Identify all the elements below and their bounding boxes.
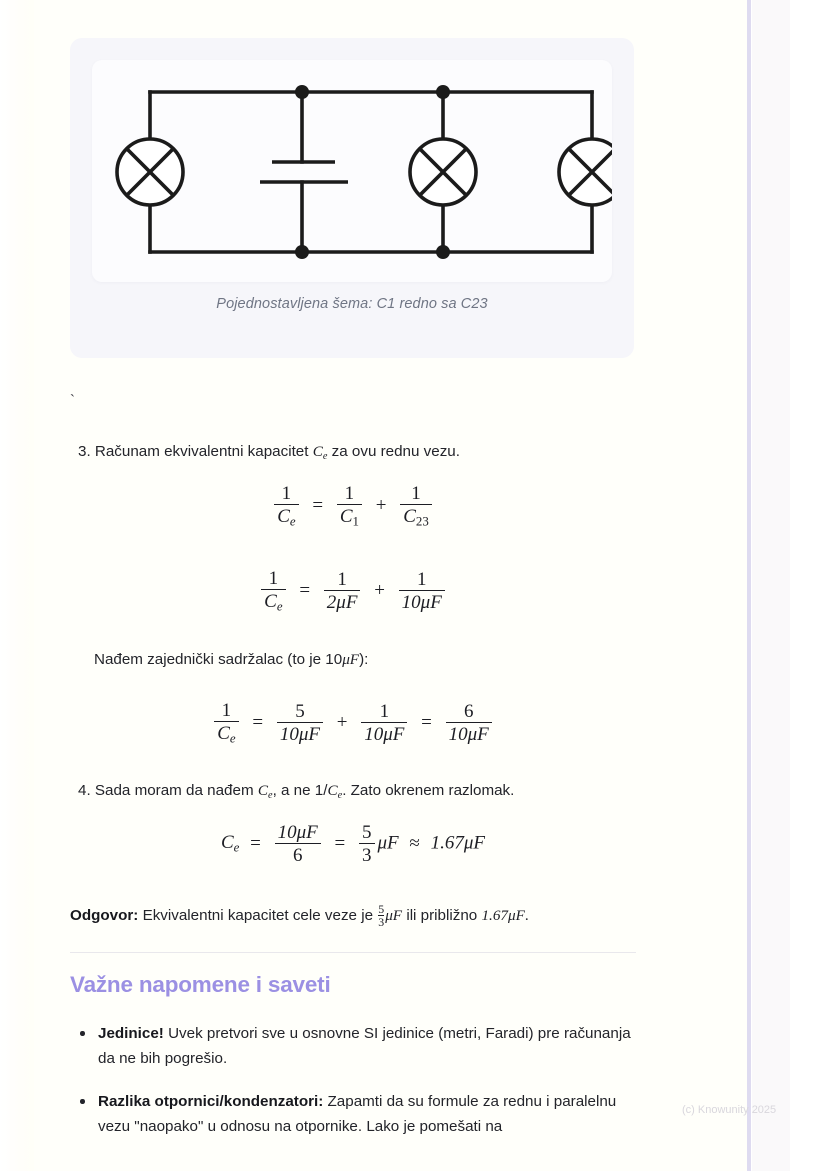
common-denominator-lead: Nađem zajednički sadržalac (to je 10: [94, 651, 343, 668]
formula-2-lhs-sub: e: [276, 598, 283, 614]
formula-3-term3-fraction: [446, 701, 492, 746]
bullet-dot-icon: [80, 1031, 85, 1036]
notes-tips-list: [70, 1022, 640, 1159]
formula-2-equals: =: [299, 580, 311, 602]
formula-1-term2-c: C: [403, 506, 416, 528]
sheet-left-margin: [0, 0, 34, 1171]
right-vertical-rule: [747, 0, 751, 1171]
formula-1-term2-fraction: [400, 483, 432, 529]
list-item: [70, 1022, 640, 1071]
common-denominator-paragraph: [94, 648, 368, 672]
answer-fraction-unit: μF: [385, 906, 403, 924]
circuit-figure-card: [70, 38, 634, 358]
formula-4-equals-2: =: [334, 833, 346, 855]
answer-label: Odgovor:: [70, 906, 139, 924]
formula-3-lhs-sub: e: [229, 730, 236, 746]
formula-3-lhs-numerator: 1: [221, 700, 232, 721]
formula-4-result-value: 1.67μF: [430, 832, 485, 854]
step-4-symbol-ce-subscript: e: [267, 789, 273, 801]
step-4-symbol-ce2: C: [327, 782, 338, 799]
right-side-panel: [752, 0, 790, 1171]
notes-section-heading: Važne napomene i saveti: [70, 972, 331, 997]
formula-3-lhs-c: C: [217, 723, 230, 745]
formula-1-lhs-denominator: [274, 504, 298, 529]
circuit-schematic: [92, 60, 612, 282]
formula-1-plus: +: [375, 495, 387, 517]
step-4-paragraph: [78, 779, 514, 804]
formula-4-term2-fraction: [359, 822, 375, 867]
formula-2-term1-denominator: 2μF: [324, 590, 361, 613]
tip-body-text: Zapamti da su formule za rednu i paralelnu vezu "naopako" u odnosu na otpornike. Lako je pomešati na: [98, 1093, 617, 1135]
tip-lead-label: Jedinice!: [98, 1025, 164, 1042]
answer-paragraph: [70, 903, 529, 929]
formula-3-term1-fraction: [277, 701, 323, 746]
step-4-text-lead: 4. Sada moram da nađem: [78, 782, 258, 799]
formula-3-equals-2: =: [421, 712, 432, 734]
formula-1-lhs-sub: e: [289, 513, 296, 529]
list-item: [70, 1090, 640, 1139]
figure-caption: Pojednostavljena šema: C1 redno sa C23: [216, 296, 488, 312]
formula-2-term2-numerator: 1: [417, 568, 427, 590]
formula-4-approx: ≈: [409, 833, 420, 855]
formula-3-lhs-denominator: [214, 721, 238, 746]
formula-4-lhs: [221, 832, 239, 856]
formula-1-equals: =: [312, 495, 324, 517]
formula-2-lhs-denominator: [261, 589, 285, 614]
answer-text-end: .: [524, 906, 529, 924]
formula-4-term1-fraction: [275, 822, 321, 867]
formula-1-term2-denominator: [400, 504, 432, 529]
formula-4-term1-numerator: 10μF: [277, 822, 318, 843]
formula-1-term2-numerator: 1: [411, 483, 421, 504]
formula-2-term2-fraction: [399, 569, 445, 614]
step-4-symbol-ce: C: [257, 782, 268, 799]
formula-3-term2-numerator: 1: [379, 700, 390, 722]
formula-4-term2-denominator: 3: [359, 843, 375, 866]
formula-3-term2-denominator: 10μF: [361, 722, 407, 745]
formula-3-equals: =: [252, 712, 264, 734]
formula-2-term2-denominator: 10μF: [399, 590, 445, 613]
formula-2-plus: +: [374, 580, 385, 602]
formula-3-plus: +: [336, 712, 348, 734]
formula-2-lhs-fraction: [261, 568, 285, 614]
formula-2-lhs-c: C: [264, 591, 277, 613]
tip-lead-label: Razlika otpornici/kondenzatori:: [98, 1093, 324, 1111]
formula-3-term2-fraction: [361, 701, 407, 746]
step-3-symbol-ce: C: [312, 443, 323, 460]
formula-3-term1-numerator: 5: [295, 700, 305, 722]
formula-1-reciprocal-series: [70, 483, 636, 529]
formula-1-term1-denominator: [337, 504, 362, 529]
formula-3-common-denominator: [70, 700, 636, 746]
formula-1-term1-c: C: [339, 506, 353, 528]
formula-1-term2-sub: 23: [415, 513, 429, 529]
formula-3-term3-denominator: 10μF: [446, 722, 492, 745]
step-4-text-tail: . Zato okrenem razlomak.: [342, 782, 515, 799]
formula-1-lhs-numerator: 1: [281, 483, 292, 504]
step-4-text-mid: , a ne 1/: [272, 782, 328, 799]
formula-3-term1-denominator: 10μF: [277, 722, 323, 745]
answer-text-middle: ili približno: [402, 906, 482, 924]
formula-4-lhs-sub: e: [233, 840, 240, 856]
formula-4-term2-unit: μF: [377, 832, 399, 854]
bullet-dot-icon: [80, 1099, 85, 1104]
formula-1-term1-sub: 1: [352, 513, 359, 529]
section-divider: [70, 952, 636, 953]
formula-4-lhs-c: C: [220, 832, 234, 854]
formula-1-term1-numerator: 1: [344, 483, 355, 504]
step-3-symbol-ce-subscript: e: [322, 450, 328, 462]
formula-1-term1-fraction: [337, 483, 362, 529]
answer-approx-value: 1.67μF: [481, 906, 525, 924]
step-4-symbol-ce2-subscript: e: [337, 789, 343, 801]
answer-fraction-numerator: 5: [378, 902, 385, 916]
formula-2-lhs-numerator: 1: [268, 568, 279, 589]
copyright-watermark: (c) Knowunity 2025: [682, 1104, 777, 1116]
tip-body-text: Uvek pretvori sve u osnovne SI jedinice (metri, Faradi) pre računanja da ne bih pogrešio.: [98, 1025, 631, 1067]
step-3-text-lead: 3. Računam ekvivalentni kapacitet: [78, 443, 313, 460]
common-denominator-unit: μF: [342, 651, 360, 668]
formula-4-term2-numerator: 5: [362, 822, 372, 843]
answer-fraction-denominator: 3: [378, 915, 385, 930]
stray-backtick-artifact: `: [70, 392, 75, 409]
formula-1-lhs-c: C: [277, 506, 290, 528]
step-3-paragraph: [78, 440, 460, 465]
formula-3-term3-numerator: 6: [463, 700, 474, 722]
common-denominator-tail: ):: [359, 651, 369, 668]
formula-2-substituted-values: [70, 568, 636, 614]
step-3-text-tail: za ovu rednu vezu.: [327, 443, 460, 460]
formula-2-term1-fraction: [324, 569, 361, 614]
formula-4-final-result: [70, 822, 636, 867]
formula-4-term1-denominator: 6: [275, 843, 321, 866]
answer-text-before: Ekvivalentni kapacitet cele veze je: [138, 906, 378, 924]
formula-1-lhs-fraction: [274, 483, 298, 529]
formula-3-lhs-fraction: [214, 700, 238, 746]
formula-4-equals: =: [250, 833, 261, 855]
formula-2-term1-numerator: 1: [337, 568, 347, 590]
answer-inline-fraction: [378, 903, 384, 929]
